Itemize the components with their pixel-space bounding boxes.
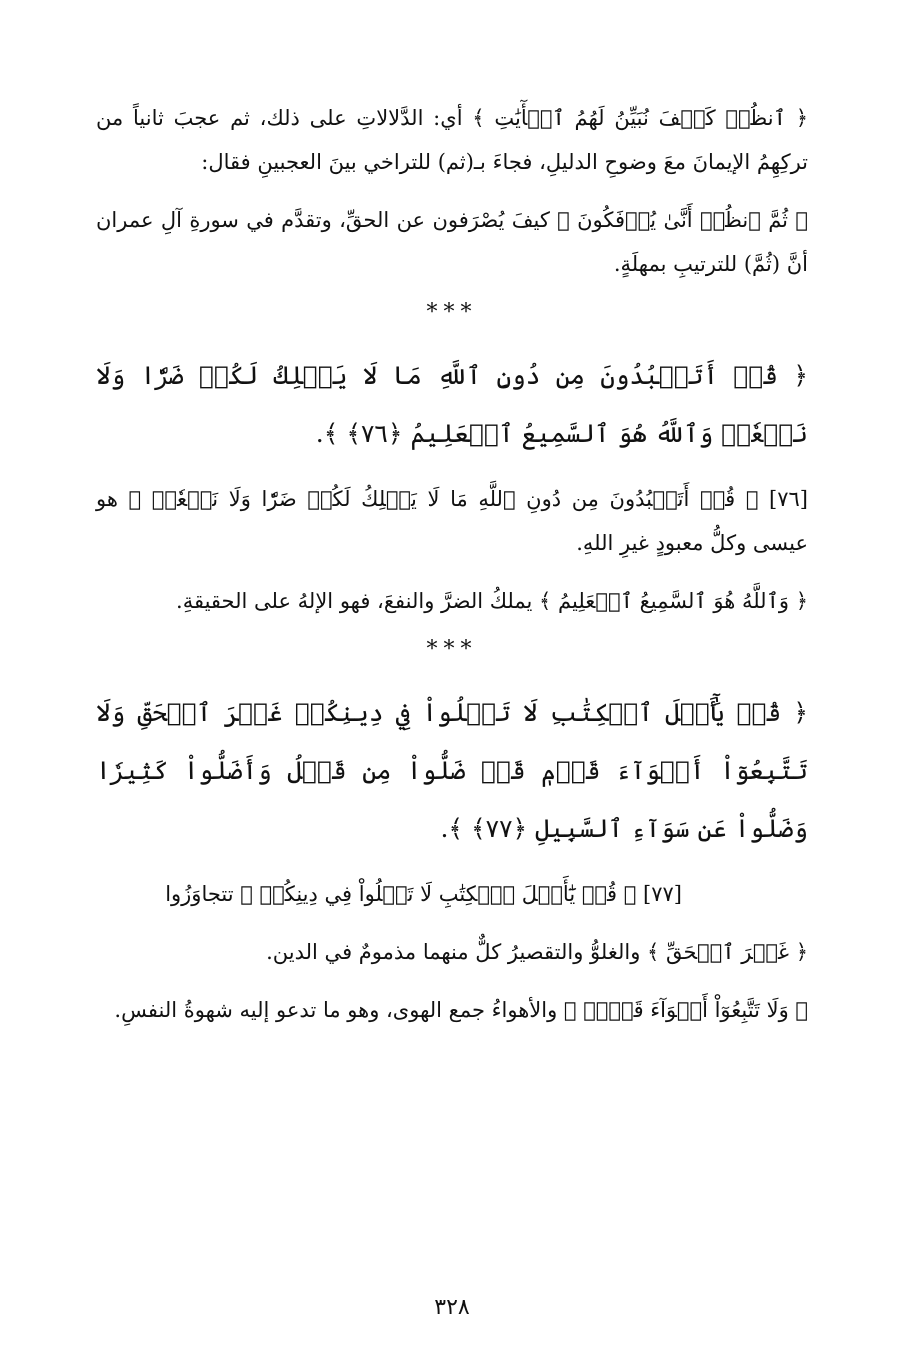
- paragraph-commentary-77-b: ﴿ غَيۡرَ ٱلۡحَقِّ ﴾ والغلوُّ والتقصيرُ كلٌّ منهما مذمومٌ في الدين.: [266, 940, 808, 964]
- section-separator-1: ***: [426, 300, 478, 325]
- page-number: ٣٢٨: [434, 1295, 470, 1320]
- verse-77: ﴿ قُلۡ يَٰٓأَهۡلَ ٱلۡكِتَٰبِ لَا تَغۡلُواْ فِي دِينِكُمۡ غَيۡرَ ٱلۡحَقِّ وَلَا تَتَّبِعُوٓاْ أَهۡوَآءَ قَوۡمٖ قَدۡ ضَلُّواْ مِن قَبۡلُ وَأَضَلُّواْ كَثِيرٗا وَضَلُّواْ عَن سَوَآءِ ٱلسَّبِيلِ ﴿٧٧﴾ ﴾.: [96, 698, 808, 843]
- paragraph-commentary-76-a: [٧٦] ﴿ قُلۡ أَتَعۡبُدُونَ مِن دُونِ ٱللَّهِ مَا لَا يَمۡلِكُ لَكُمۡ ضَرّٗا وَلَا نَفۡعٗاۚ ﴾ هو عيسى وكلُّ معبودٍ غيرِ اللهِ.: [96, 487, 808, 555]
- document-page: [96, 96, 808, 1336]
- paragraph-commentary-76-b: ﴿ وَٱللَّهُ هُوَ ٱلسَّمِيعُ ٱلۡعَلِيمُ ﴾ يملكُ الضرَّ والنفعَ، فهو الإلهُ على الحقيقةِ.: [176, 589, 808, 613]
- paragraph-commentary-77-a: [٧٧] ﴿ قُلۡ يَٰٓأَهۡلَ ٱلۡكِتَٰبِ لَا تَغۡلُواْ فِي دِينِكُمۡ ﴾ تتجاوَزُوا: [165, 882, 682, 906]
- paragraph-commentary-1: ﴿ ٱنظُرۡ كَيۡفَ نُبَيِّنُ لَهُمُ ٱلۡأٓيَٰتِ ﴾ أي: الدَّلالاتِ على ذلك، ثم عجبَ ثانياً من تركِهِمُ الإيمانَ معَ وضوحِ الدليلِ، فجاءَ بـ(ثم) للتراخي بينَ العجبينِ فقال:: [96, 106, 808, 174]
- paragraph-commentary-2: ﴿ ثُمَّ ٱنظُرۡ أَنَّىٰ يُؤۡفَكُونَ ﴾ كيفَ يُصْرَفون عن الحقِّ، وتقدَّم في سورةِ آلِ عمران أنَّ (ثُمَّ) للترتيبِ بمهلَةٍ.: [96, 208, 808, 276]
- paragraph-commentary-77-c: ﴿ وَلَا تَتَّبِعُوٓاْ أَهۡوَآءَ قَوۡمٖ ﴾ والأهواءُ جمع الهوى، وهو ما تدعو إليه شهوةُ النفسِ.: [114, 998, 808, 1022]
- verse-76: ﴿ قُلۡ أَتَعۡبُدُونَ مِن دُونِ ٱللَّهِ مَا لَا يَمۡلِكُ لَكُمۡ ضَرّٗا وَلَا نَفۡعٗاۚ وَٱللَّهُ هُوَ ٱلسَّمِيعُ ٱلۡعَلِيمُ ﴿٧٦﴾ ﴾.: [96, 361, 808, 448]
- section-separator-2: ***: [426, 637, 478, 662]
